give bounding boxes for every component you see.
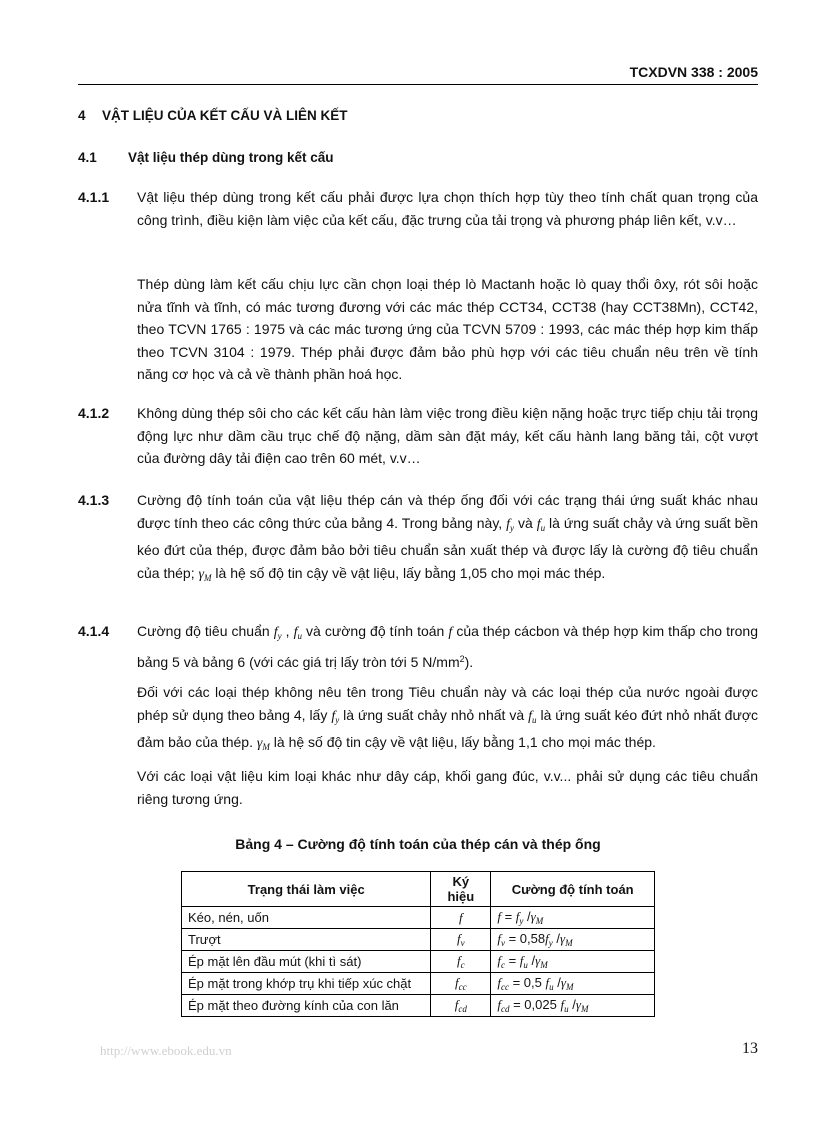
column-header-symbol: Ký hiệu (431, 872, 491, 907)
cell-symbol: $f_{cc}$ (431, 973, 491, 995)
text-segment: Cường độ tính toán của vật liệu thép cán và thép ống đối với các trạng thái ứng suất khác nhau được tính theo các công thức của bảng 4. Trong bảng này, (137, 492, 758, 531)
text-segment: ). (464, 653, 474, 670)
symbol-f-u: $f_u$ (536, 516, 546, 533)
clause-4-1-1-paragraph-1: Vật liệu thép dùng trong kết cấu phải được lựa chọn thích hợp tùy theo tính chất quan trọng của công trình, điều kiện làm việc của kết cấu, đặc trưng của tải trọng và phương pháp liên kết, v.v… (137, 189, 758, 228)
cell-symbol: $f_v$ (431, 929, 491, 951)
page-number: 13 (742, 1040, 758, 1057)
text-segment: là hệ số độ tin cậy về vật liệu, lấy bằng 1,05 cho mọi mác thép. (211, 564, 606, 581)
symbol-gamma-m: $\gamma_M$ (198, 566, 212, 583)
cell-state: Trượt (182, 929, 431, 951)
cell-state: Ép mặt lên đầu mút (khi tì sát) (182, 951, 431, 973)
cell-symbol: f (431, 907, 491, 929)
subsection-title: Vật liệu thép dùng trong kết cấu (128, 150, 334, 165)
clause-4-1-4-paragraph-1 (137, 620, 758, 673)
text-segment: và (514, 514, 537, 531)
subsection-number: 4.1 (78, 150, 97, 165)
symbol-f-u: $f_u$ (528, 708, 537, 725)
clause-4-1-4-paragraph-2 (137, 681, 758, 759)
text-segment: là hệ số độ tin cậy về vật liệu, lấy bằng 1,1 cho mọi mác thép. (269, 734, 656, 750)
text-segment: và cường độ tính toán (302, 623, 449, 639)
table-caption: Bảng 4 – Cường độ tính toán của thép cán và thép ống (235, 836, 601, 852)
cell-formula: $f_{cd} = 0,025$ $f_u$ $/\gamma_M$ (491, 995, 655, 1017)
symbol-f-u: $f_u$ (293, 625, 302, 641)
cell-symbol: $f_c$ (431, 951, 491, 973)
cell-formula: $f_v = 0,58f_y$ $/\gamma_M$ (491, 929, 655, 951)
clause-4-1-1-paragraph-2: Thép dùng làm kết cấu chịu lực cần chọn loại thép lò Mactanh hoặc lò quay thổi ôxy, rót sôi hoặc nửa tĩnh và tĩnh, có mác tương đương với các mác thép CCT34, CCT38 (hay CCT38Mn), CCT42, theo TCVN 1765 : 1975 và các mác tương ứng của TCVN 5709 : 1993, các mác thép hợp kim thấp theo TCVN 3104 : 1979. Thép phải được đảm bảo phù hợp với các tiêu chuẩn nêu trên về tính năng cơ học và cả về thành phần hoá học. (137, 276, 758, 382)
column-header-state: Trạng thái làm việc (182, 872, 431, 907)
symbol-f-y: $f_y$ (506, 516, 515, 533)
section-title: VẬT LIỆU CỦA KẾT CẤU VÀ LIÊN KẾT (102, 108, 348, 123)
table-row (182, 929, 655, 951)
table-row (182, 907, 655, 929)
clause-number-4-1-3: 4.1.3 (78, 492, 110, 508)
cell-formula: $f_c = f_u$ $/\gamma_M$ (491, 951, 655, 973)
table-row (182, 995, 655, 1017)
text-segment: , (281, 623, 294, 639)
clause-4-1-3-paragraph (137, 489, 758, 589)
section-number: 4 (78, 108, 86, 123)
cell-state: Kéo, nén, uốn (182, 907, 431, 929)
clause-number-4-1-1: 4.1.1 (78, 189, 110, 205)
text-segment: là ứng suất chảy nhỏ nhất và (339, 706, 529, 723)
strength-table (181, 871, 655, 1017)
symbol-f-y: $f_y$ (273, 625, 282, 641)
header-rule (78, 84, 758, 85)
cell-formula: $f = f_y$ $/\gamma_M$ (491, 907, 655, 929)
table-header-row (182, 872, 655, 907)
clause-number-4-1-4: 4.1.4 (78, 623, 110, 639)
table-row (182, 951, 655, 973)
symbol-gamma-m: $\gamma_M$ (256, 736, 270, 752)
text-segment: là ứng suất kéo đứt nhỏ nhất được đảm bảo của thép. (137, 706, 758, 750)
text-segment: là ứng suất chảy và ứng suất bền kéo đứt của thép, được đảm bảo bởi tiêu chuẩn sản xuất thép và được lấy là cường độ tiêu chuẩn của thép; (137, 514, 758, 581)
symbol-f: f (448, 625, 453, 640)
table-row (182, 973, 655, 995)
symbol-f-y: $f_y$ (331, 708, 340, 725)
cell-state: Ép mặt trong khớp trụ khi tiếp xúc chặt (182, 973, 431, 995)
cell-state: Ép mặt theo đường kính của con lăn (182, 995, 431, 1017)
column-header-strength: Cường độ tính toán (491, 872, 655, 907)
superscript: 2 (459, 653, 465, 664)
text-segment: Cường độ tiêu chuẩn (137, 623, 274, 639)
text-segment: Đối với các loại thép không nêu tên trong Tiêu chuẩn này và các loại thép của nước ngoài được phép sử dụng theo bảng 4, lấy (137, 684, 758, 723)
clause-number-4-1-2: 4.1.2 (78, 405, 110, 421)
clause-4-1-4-paragraph-3: Với các loại vật liệu kim loại khác như dây cáp, khối gang đúc, v.v... phải sử dụng các tiêu chuẩn riêng tương ứng. (137, 768, 758, 807)
standard-code: TCXDVN 338 : 2005 (629, 64, 758, 80)
cell-formula: $f_{cc} = 0,5$ $f_u$ $/\gamma_M$ (491, 973, 655, 995)
text-segment: của thép cácbon và thép hợp kim thấp cho trong bảng 5 và bảng 6 (với các giá trị lấy tròn tới 5 N/mm (137, 623, 759, 670)
clause-4-1-2-paragraph: Không dùng thép sôi cho các kết cấu hàn làm việc trong điều kiện nặng hoặc trực tiếp chịu tải trọng động lực như dầm cầu trục chế độ nặng, dầm sàn đặt máy, kết cấu hành lang băng tải, cột vượt của đường dây tải điện cao trên 60 mét, v.v… (137, 405, 758, 466)
cell-symbol: $f_{cd}$ (431, 995, 491, 1017)
footer-watermark-url: http://www.ebook.edu.vn (100, 1043, 232, 1058)
